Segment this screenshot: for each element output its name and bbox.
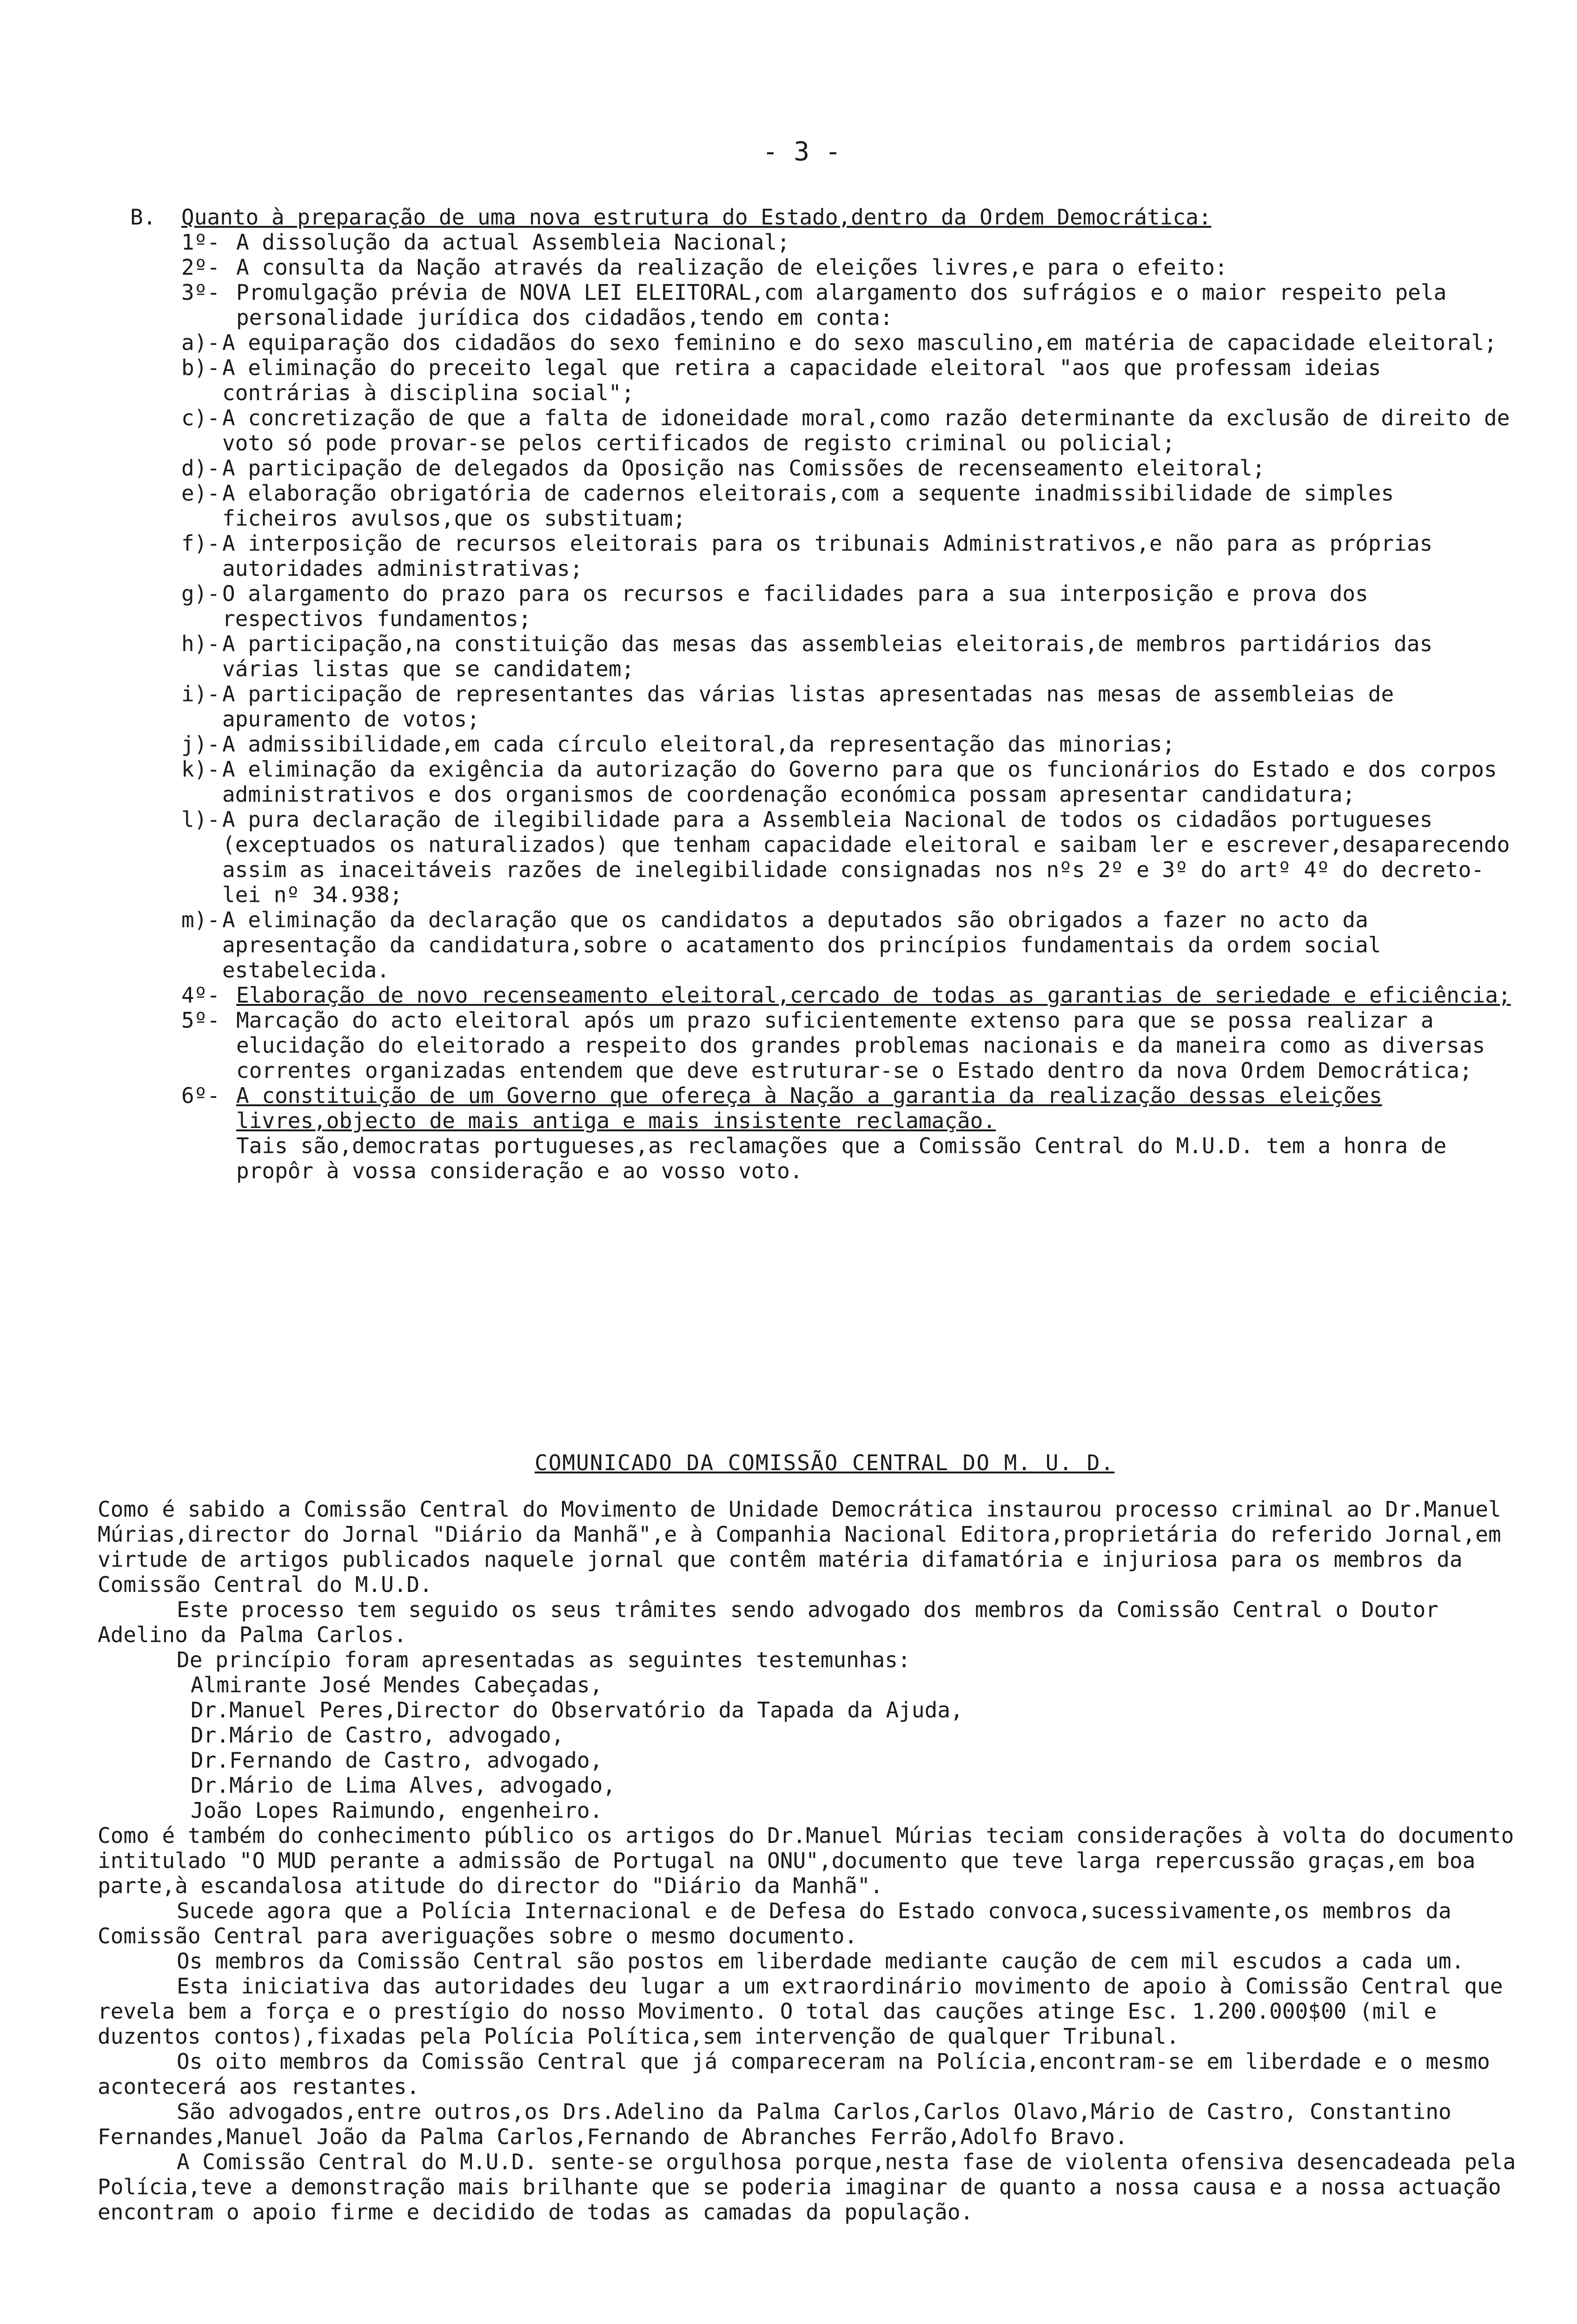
item-marker: 1º- — [181, 230, 220, 255]
sub-item — [181, 681, 1516, 732]
list-item — [181, 280, 1516, 330]
sub-item-marker: d)- — [181, 456, 220, 481]
item-text: Elaboração de novo recenseamento eleitoral,cercado de todas as garantias de seriedade e eficiência; — [236, 983, 1511, 1008]
paragraph: Como é sabido a Comissão Central do Movimento de Unidade Democrática instaurou processo criminal ao Dr.Manuel Múrias,director do Jornal "Diário da Manhã",e à Companhia Nacional Editora,proprietária do referido Jornal,em virtude de artigos publicados naquele jornal que contêm matéria difamatória e injuriosa para os membros da Comissão Central do M.U.D. — [98, 1497, 1501, 1597]
communique-body — [98, 1497, 1520, 2225]
sub-item-text: A participação de representantes das várias listas apresentadas nas mesas de assembleias de apuramento de votos; — [222, 681, 1394, 732]
sub-item-text: A equiparação dos cidadãos do sexo feminino e do sexo masculino,em matéria de capacidade eleitoral; — [222, 330, 1497, 355]
sub-item-marker: h)- — [181, 631, 220, 656]
sub-item-marker: g)- — [181, 581, 220, 606]
list-item — [181, 1008, 1516, 1083]
paragraph: Os oito membros da Comissão Central que já compareceram na Polícia,encontram-se em liberdade e o mesmo acontecerá aos restantes. — [98, 2049, 1490, 2099]
list-item — [181, 983, 1516, 1008]
witness-item: Almirante José Mendes Cabeçadas, — [191, 1672, 603, 1697]
sub-item-text: A concretização de que a falta de idoneidade moral,como razão determinante da exclusão de direito de voto só pode provar-se pelos certificados de registo criminal ou policial; — [222, 405, 1510, 456]
sub-item — [181, 757, 1516, 807]
paragraph: De princípio foram apresentadas as seguintes testemunhas: — [177, 1647, 911, 1672]
paragraph: São advogados,entre outros,os Drs.Adelino da Palma Carlos,Carlos Olavo,Mário de Castro, Constantino Fernandes,Manuel João da Palma Carlos,Fernando de Abranches Ferrão,Adolfo Bravo. — [98, 2099, 1451, 2149]
item-text: A consulta da Nação através da realização de eleições livres,e para o efeito: — [236, 255, 1228, 280]
sub-item-text: A participação,na constituição das mesas das assembleias eleitorais,de membros partidários das várias listas que se candidatem; — [222, 631, 1433, 681]
witness-item: Dr.Mário de Castro, advogado, — [191, 1723, 564, 1748]
closing-paragraph: Tais são,democratas portugueses,as reclamações que a Comissão Central do M.U.D. tem a honra de propôr à vossa consideração e ao vosso voto. — [236, 1133, 1447, 1183]
paragraph: Os membros da Comissão Central são postos em liberdade mediante caução de cem mil escudos a cada um. — [177, 1948, 1464, 1974]
item-text: A constituição de um Governo que ofereça à Nação a garantia da realização dessas eleições livres,objecto de mais antiga e mais insistente reclamação. — [236, 1083, 1382, 1133]
sub-item — [181, 581, 1516, 631]
sub-item-text: A elaboração obrigatória de cadernos eleitorais,com a sequente inadmissibilidade de simples ficheiros avulsos,que os substituam; — [222, 481, 1394, 531]
paragraph: Como é também do conhecimento público os artigos do Dr.Manuel Múrias teciam considerações à volta do documento intitulado "O MUD perante a admissão de Portugal na ONU",documento que teve larga repercussão graças,em boa parte,à escandalosa atitude do director do "Diário da Manhã". — [98, 1823, 1514, 1898]
sub-item — [181, 807, 1516, 907]
witness-list — [98, 1672, 1520, 1823]
sub-item-marker: a)- — [181, 330, 220, 355]
sub-item — [181, 355, 1516, 405]
sub-item-marker: e)- — [181, 481, 220, 506]
paragraph: Este processo tem seguido os seus trâmites sendo advogado dos membros da Comissão Central o Doutor Adelino da Palma Carlos. — [98, 1597, 1439, 1647]
section-letter: B. — [130, 205, 156, 230]
item-marker: 2º- — [181, 255, 220, 280]
sub-item-text: A interposição de recursos eleitorais para os tribunais Administrativos,e não para as próprias autoridades administrativas; — [222, 531, 1433, 581]
sub-item-text: O alargamento do prazo para os recursos e facilidades para a sua interposição e prova dos respectivos fundamentos; — [222, 581, 1368, 631]
sub-item — [181, 531, 1516, 581]
section-b-heading — [130, 205, 1516, 230]
sub-item-text: A pura declaração de ilegibilidade para a Assembleia Nacional de todos os cidadãos portugueses (exceptuados os naturalizados) que tenham capacidade eleitoral e saibam ler e escrever,desaparecendo assim as inaceitáveis razões de inelegibilidade consignadas nos nºs 2º e 3º do artº 4º do decreto-lei nº 34.938; — [222, 807, 1510, 907]
sub-item-text: A eliminação da declaração que os candidatos a deputados são obrigados a fazer no acto da apresentação da candidatura,sobre o acatamento dos princípios fundamentais da ordem social estabelecida. — [222, 907, 1381, 983]
sub-item — [181, 405, 1516, 456]
item-text: Promulgação prévia de NOVA LEI ELEITORAL,com alargamento dos sufrágios e o maior respeito pela personalidade jurídica dos cidadãos,tendo em conta: — [236, 280, 1447, 330]
numbered-list — [181, 230, 1516, 1183]
sub-item — [181, 631, 1516, 681]
sub-item-marker: j)- — [181, 732, 220, 757]
sub-item-text: A eliminação da exigência da autorização do Governo para que os funcionários do Estado e dos corpos administrativos e dos organismos de coordenação económica possam apresentar candidatura; — [222, 757, 1497, 807]
paragraph: Sucede agora que a Polícia Internacional e de Defesa do Estado convoca,sucessivamente,os membros da Comissão Central para averiguações sobre o mesmo documento. — [98, 1898, 1451, 1948]
sub-item — [181, 481, 1516, 531]
sub-item-marker: f)- — [181, 531, 220, 556]
section-b — [130, 205, 1516, 1183]
item-marker: 4º- — [181, 983, 220, 1008]
witness-item: Dr.Fernando de Castro, advogado, — [191, 1748, 603, 1773]
list-item — [181, 255, 1516, 280]
sub-item — [181, 456, 1516, 481]
witness-item: Dr.Mário de Lima Alves, advogado, — [191, 1773, 616, 1798]
page-number: - 3 - — [762, 137, 841, 167]
sub-item — [181, 330, 1516, 355]
sub-item-marker: c)- — [181, 405, 220, 430]
item-marker: 5º- — [181, 1008, 220, 1033]
item-marker: 6º- — [181, 1083, 220, 1108]
section-title: Quanto à preparação de uma nova estrutura do Estado,dentro da Ordem Democrática: — [181, 205, 1212, 230]
sub-item-text: A eliminação do preceito legal que retira a capacidade eleitoral "aos que professam ideias contrárias à disciplina social"; — [222, 355, 1381, 405]
communique-title: COMUNICADO DA COMISSÃO CENTRAL DO M. U. D. — [535, 1450, 1115, 1475]
paragraph: Esta iniciativa das autoridades deu lugar a um extraordinário movimento de apoio à Comissão Central que revela bem a força e o prestígio do nosso Movimento. O total das cauções atinge Esc. 1.200.000$00 (mil e duzentos contos),fixadas pela Polícia Política,sem intervenção de qualquer Tribunal. — [98, 1974, 1503, 2049]
list-item — [181, 230, 1516, 255]
sub-item — [181, 732, 1516, 757]
sub-item — [181, 907, 1516, 983]
witness-item: Dr.Manuel Peres,Director do Observatório da Tapada da Ajuda, — [191, 1697, 963, 1723]
sub-item-text: A participação de delegados da Oposição nas Comissões de recenseamento eleitoral; — [222, 456, 1266, 481]
paragraph: A Comissão Central do M.U.D. sente-se orgulhosa porque,nesta fase de violenta ofensiva desencadeada pela Polícia,teve a demonstração mais brilhante que se poderia imaginar de quanto a nossa causa e a nossa actuação encontram o apoio firme e decidido de todas as camadas da população. — [98, 2149, 1516, 2225]
witness-item: João Lopes Raimundo, engenheiro. — [191, 1798, 603, 1823]
item-text: Marcação do acto eleitoral após um prazo suficientemente extenso para que se possa realizar a elucidação do eleitorado a respeito dos grandes problemas nacionais e da maneira como as diversas correntes organizadas entendem que deve estruturar-se o Estado dentro da nova Ordem Democrática; — [236, 1008, 1485, 1083]
sub-item-marker: k)- — [181, 757, 220, 782]
list-item — [181, 1083, 1516, 1133]
sub-item-marker: b)- — [181, 355, 220, 380]
sub-item-marker: i)- — [181, 681, 220, 706]
item-text: A dissolução da actual Assembleia Nacional; — [236, 230, 790, 255]
item-marker: 3º- — [181, 280, 220, 305]
sub-item-marker: m)- — [181, 907, 220, 932]
sub-item-marker: l)- — [181, 807, 220, 832]
sub-item-text: A admissibilidade,em cada círculo eleitoral,da representação das minorias; — [222, 732, 1175, 757]
